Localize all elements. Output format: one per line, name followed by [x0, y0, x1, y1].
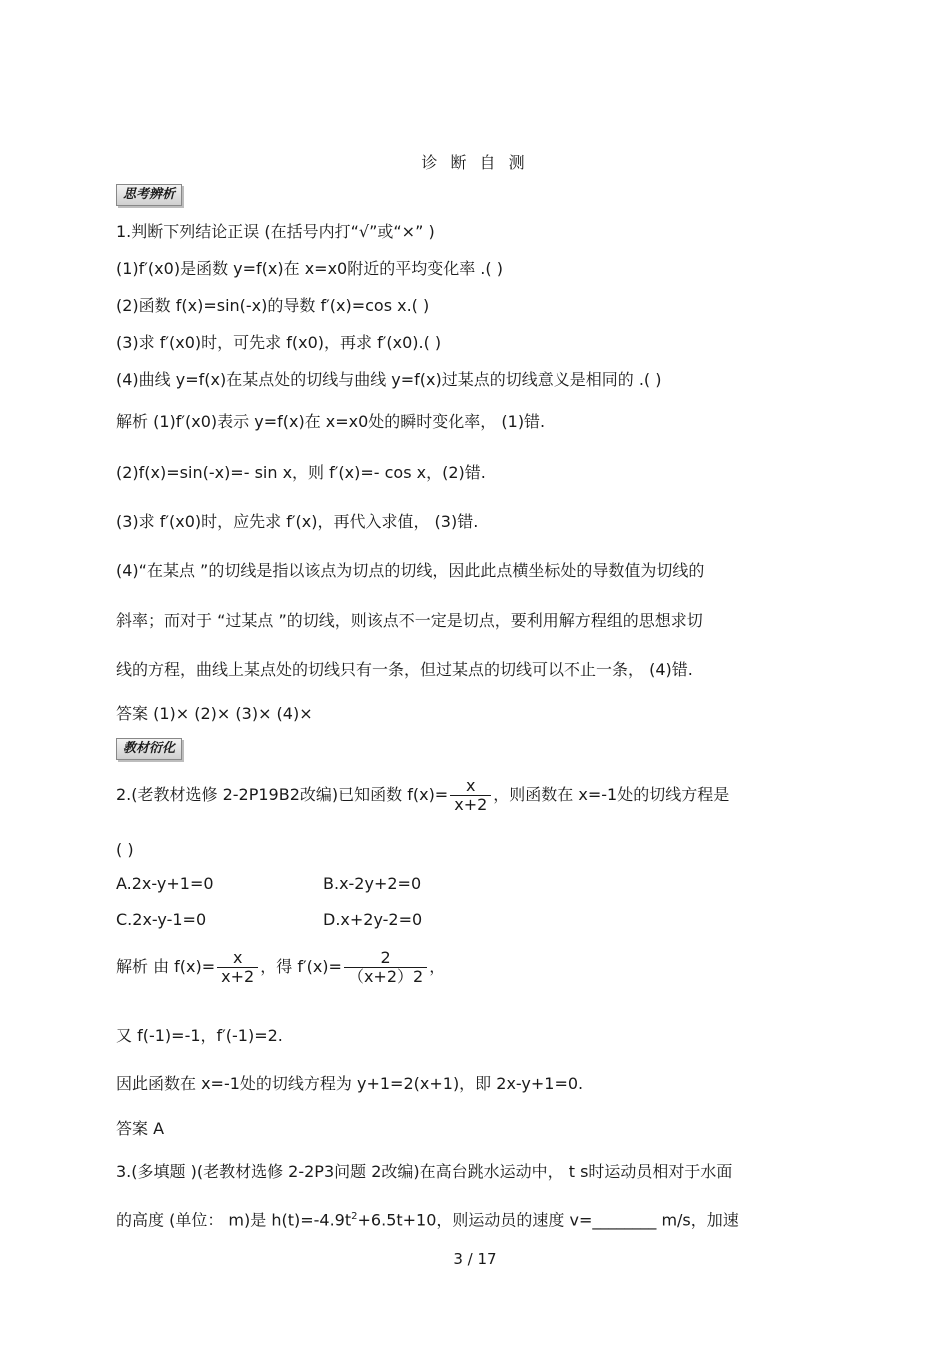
q2-option-d: D.x+2y-2=0	[323, 910, 423, 929]
q2-solution-fraction-2-numerator: 2	[344, 949, 427, 968]
q1-analysis-4-line1: (4)“在某点 ”的切线是指以该点为切点的切线，因此此点横坐标处的导数值为切线的	[116, 561, 705, 580]
q3-line-1: 3.(多填题 )(老教材选修 2-2P3问题 2改编)在高台跳水运动中， t s时运动员相对于水面	[116, 1162, 733, 1181]
q1-statement-1: (1)f′(x0)是函数 y=f(x)在 x=x0附近的平均变化率 .( )	[116, 259, 503, 278]
q1-statement-2: (2)函数 f(x)=sin(-x)的导数 f′(x)=cos x.( )	[116, 296, 430, 315]
q2-stem	[116, 776, 729, 814]
q1-stem: 1.判断下列结论正误 (在括号内打“√”或“×” )	[116, 222, 435, 241]
q2-paren: ( )	[116, 840, 134, 859]
q1-analysis-3: (3)求 f′(x0)时，应先求 f′(x)，再代入求值， (3)错.	[116, 512, 479, 531]
q2-solution-line-3: 因此函数在 x=-1处的切线方程为 y+1=2(x+1)，即 2x-y+1=0.	[116, 1074, 584, 1093]
q2-answer: 答案 A	[116, 1119, 165, 1138]
q2-stem-prefix: 2.(老教材选修 2-2P19B2改编)已知函数 f(x)=	[116, 785, 449, 804]
q2-solution	[116, 948, 445, 986]
q2-fraction-numerator: x	[450, 777, 491, 796]
q1-statement-4: (4)曲线 y=f(x)在某点处的切线与曲线 y=f(x)过某点的切线意义是相同的 .( )	[116, 370, 662, 389]
q2-solution-fraction-1-numerator: x	[217, 949, 258, 968]
q1-analysis-4-line3: 线的方程，曲线上某点处的切线只有一条，但过某点的切线可以不止一条， (4)错.	[116, 660, 693, 679]
q2-solution-fraction-1	[217, 949, 258, 986]
q1-answer: 答案 (1)× (2)× (3)× (4)×	[116, 704, 313, 723]
q2-option-b: B.x-2y+2=0	[323, 874, 422, 893]
q1-analysis-4-line2: 斜率；而对于 “过某点 ”的切线，则该点不一定是切点，要利用解方程组的思想求切	[116, 611, 703, 630]
section-tag-textbook: 教材衍化	[116, 738, 182, 760]
q1-analysis-1: 解析 (1)f′(x0)表示 y=f(x)在 x=x0处的瞬时变化率， (1)错.	[116, 412, 546, 431]
q2-solution-fraction-2-denominator: （x+2）2	[347, 967, 424, 986]
q3-line-2-prefix: 的高度 (单位： m)是 h(t)=-4.9t	[116, 1210, 352, 1230]
q2-solution-fraction-2	[344, 949, 427, 986]
q2-fraction-denominator: x+2	[454, 795, 488, 814]
section-title: 诊 断 自 测	[421, 153, 529, 172]
q3-line-2-suffix: +6.5t+10，则运动员的速度 v=________ m/s，加速	[357, 1210, 739, 1230]
q2-solution-suffix: ，	[429, 957, 446, 976]
q2-solution-mid: ，得 f′(x)=	[260, 957, 342, 976]
q2-solution-prefix: 解析 由 f(x)=	[116, 957, 216, 976]
q1-analysis-2: (2)f(x)=sin(-x)=- sin x，则 f′(x)=- cos x，(2)错.	[116, 463, 486, 482]
q2-stem-suffix: ，则函数在 x=-1处的切线方程是	[493, 785, 730, 804]
q2-option-c: C.2x-y-1=0	[116, 910, 207, 929]
q1-statement-3: (3)求 f′(x0)时，可先求 f(x0)，再求 f′(x0).( )	[116, 333, 442, 352]
section-tag-thinking: 思考辨析	[116, 184, 182, 206]
page-number: 3 / 17	[453, 1250, 497, 1268]
q3-exponent: 2	[351, 1211, 358, 1222]
q2-option-a: A.2x-y+1=0	[116, 874, 214, 893]
q2-solution-line-2: 又 f(-1)=-1，f′(-1)=2.	[116, 1026, 283, 1045]
q2-solution-fraction-1-denominator: x+2	[221, 967, 255, 986]
q3-line-2	[116, 1207, 739, 1230]
q2-fraction	[450, 777, 491, 814]
